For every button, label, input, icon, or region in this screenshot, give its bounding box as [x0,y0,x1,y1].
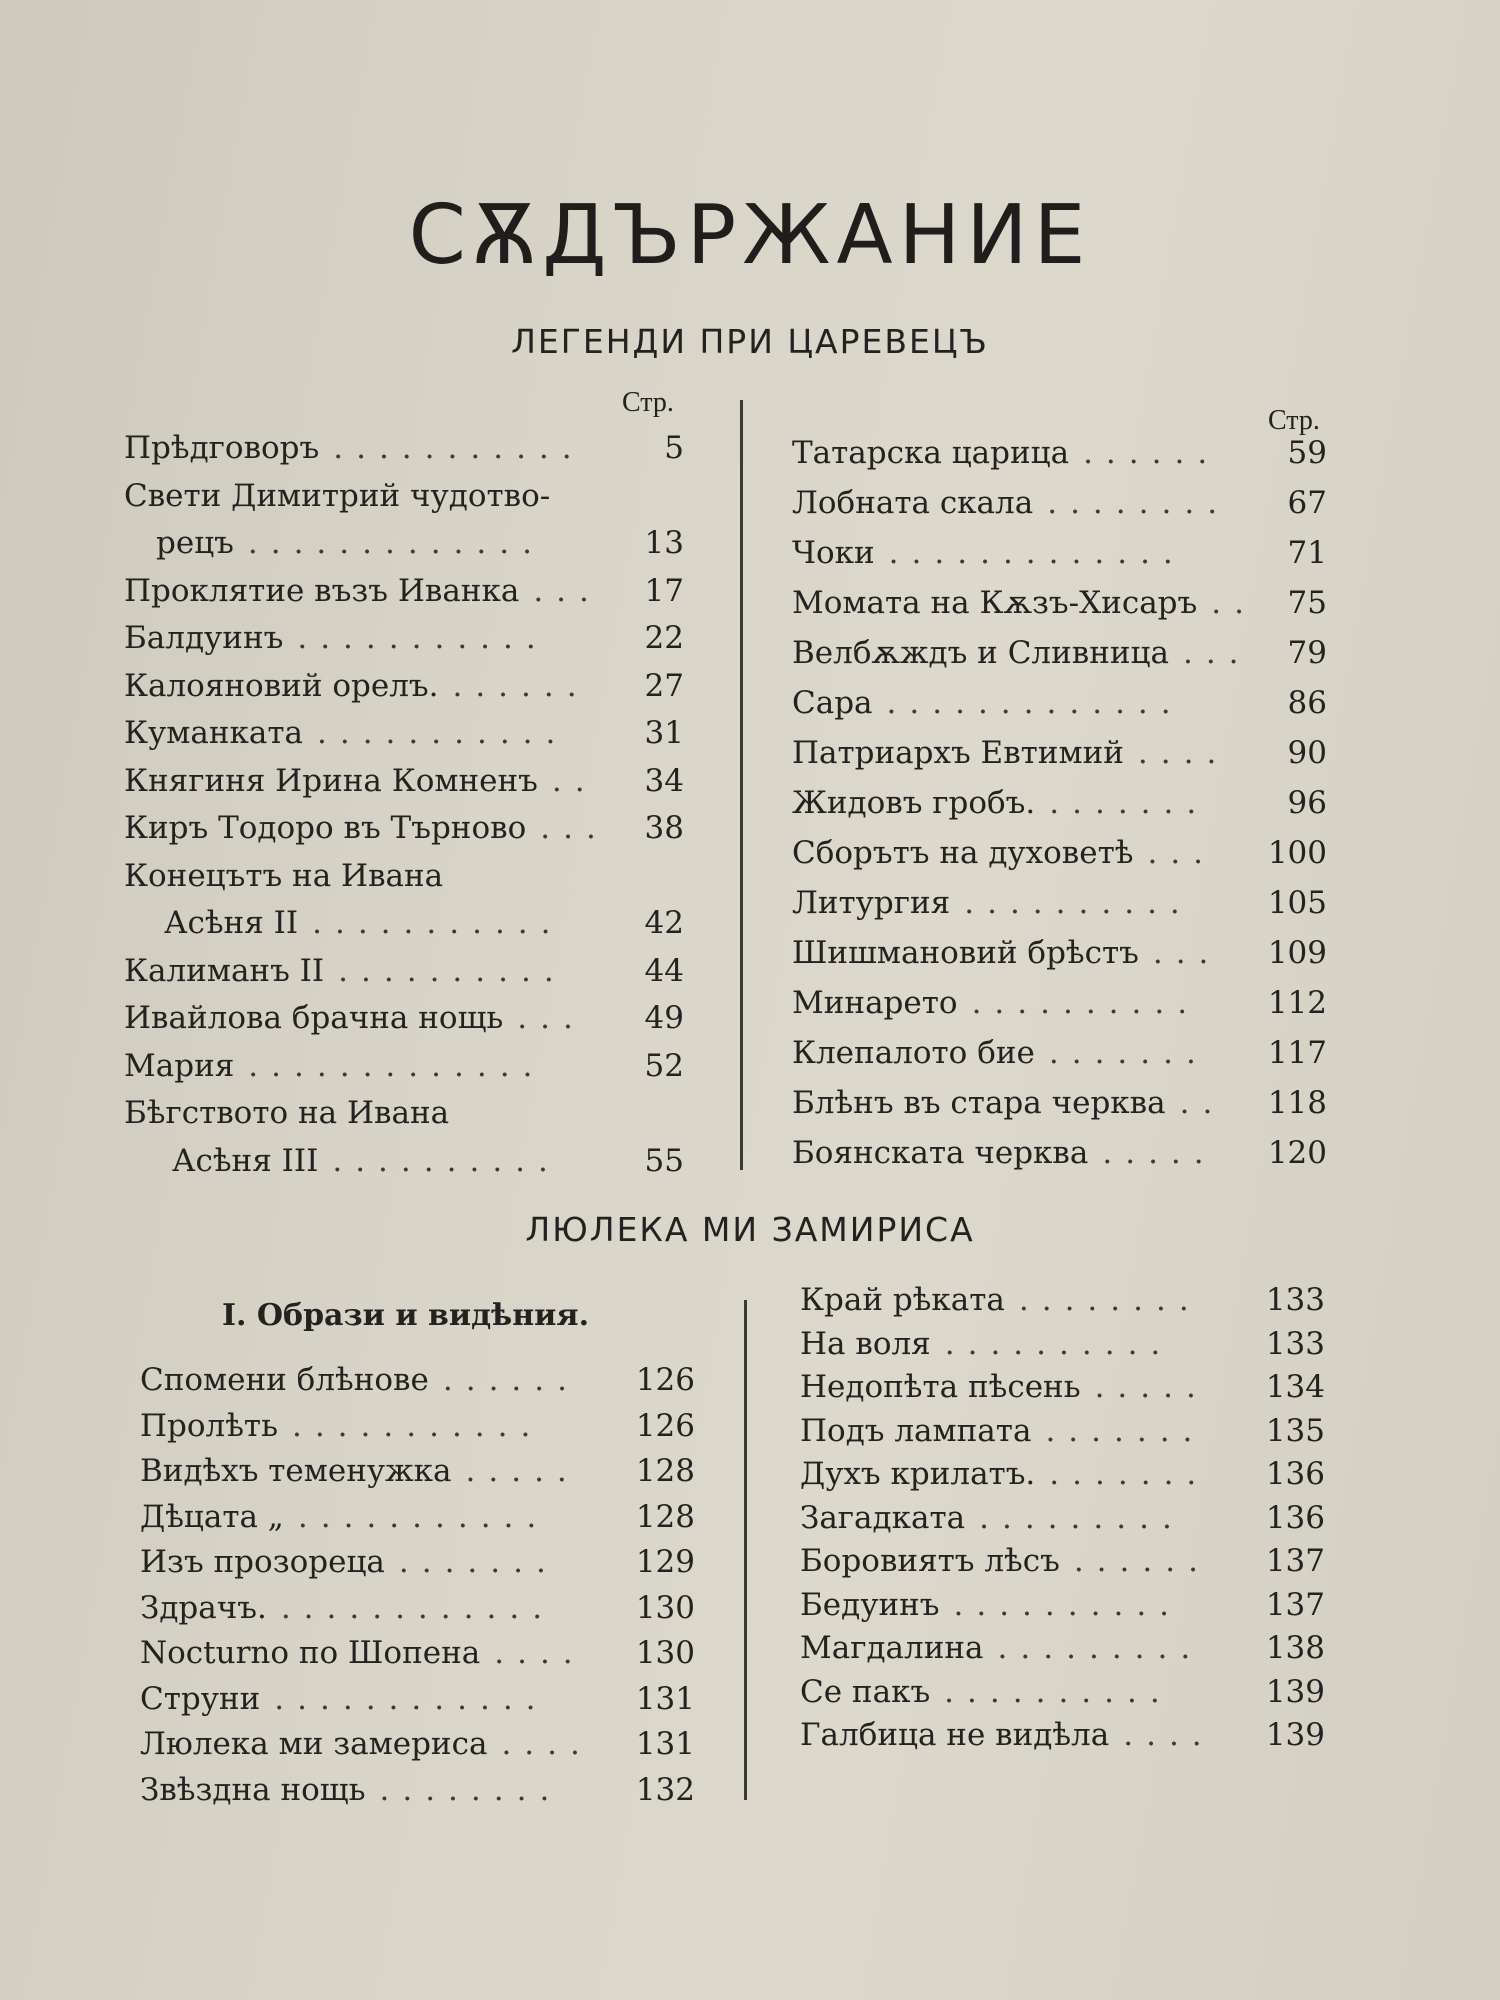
toc-entry-page: 126 [635,1407,695,1444]
toc-entry-page: 130 [635,1589,695,1626]
toc-entry-page: 17 [644,572,684,609]
toc-entry-title: Звѣздна нощь [140,1771,366,1808]
dot-leader: .......... [944,1673,1173,1710]
toc-entry [800,1413,1325,1453]
dot-leader: .... [494,1635,586,1671]
toc-entry [792,1085,1327,1125]
toc-entry-page: 55 [644,1142,684,1179]
toc-entry-page: 109 [1267,935,1327,971]
toc-entry-page: 71 [1287,535,1327,571]
toc-entry-page: 13 [644,525,684,561]
page-title: СѪДЪРЖАНИЕ [408,188,1092,283]
dot-leader: ...... [452,667,590,704]
dot-leader: ......... [979,1499,1185,1536]
toc-entry-page: 44 [644,952,684,989]
dot-leader: ... [1152,935,1222,971]
toc-entry [792,985,1327,1025]
dot-leader: ........ [379,1771,563,1808]
dot-leader: ..... [1094,1369,1209,1405]
toc-entry-title: Калояновий орелъ. [124,667,439,704]
toc-entry-title: Конецътъ на Ивана [124,857,444,894]
toc-entry-page: 49 [644,1000,684,1036]
subsection-heading: I. Образи и видѣния. [222,1298,590,1333]
toc-entry-page: 105 [1267,885,1327,921]
toc-entry [140,1544,695,1584]
toc-entry [124,430,684,470]
dot-leader: .......... [953,1586,1183,1623]
toc-entry [124,573,684,613]
dot-leader: .......... [338,952,567,989]
dot-leader: ....... [1048,1035,1209,1071]
toc-entry-page: 31 [644,715,684,751]
toc-entry-title: Изъ прозореца [140,1544,385,1580]
dot-leader: ........... [333,430,585,466]
toc-entry-title: Чоки [792,535,875,571]
toc-entry-title: Патриархъ Евтимий [792,735,1124,771]
toc-entry [792,685,1327,725]
toc-entry-page: 75 [1287,585,1327,621]
section-title-legends: ЛЕГЕНДИ ПРИ ЦАРЕВЕЦЪ [511,322,989,361]
toc-entry-page: 100 [1267,835,1327,871]
toc-entry-title: Куманката [124,715,303,751]
toc-entry [792,785,1327,825]
toc-entry-title: Боянската черква [792,1135,1089,1171]
toc-entry-page: 135 [1265,1412,1325,1449]
toc-entry [792,1035,1327,1075]
dot-leader: ......... [997,1630,1204,1666]
toc-entry-page: 5 [664,430,684,466]
toc-entry-title: Бѣгството на Ивана [124,1095,450,1131]
toc-entry-page: 137 [1265,1543,1325,1579]
dot-leader: ... [533,572,602,609]
toc-entry-title: Пролѣть [140,1407,278,1444]
toc-entry [792,735,1327,775]
toc-entry-title: Свети Димитрий чудотво- [124,477,551,514]
toc-entry-title: Край рѣката [800,1282,1005,1318]
toc-entry [140,1408,695,1448]
toc-entry-page: 134 [1265,1369,1325,1405]
toc-entry-title: На воля [800,1325,931,1362]
toc-entry [800,1456,1325,1496]
toc-entry [124,858,684,898]
toc-entry-title: Ивайлова брачна нощь [124,1000,504,1036]
toc-entry-page: 128 [635,1453,695,1489]
toc-entry-page: 86 [1287,685,1327,721]
toc-entry-title: Проклятие възъ Иванка [124,572,520,609]
toc-entry-page: 67 [1287,485,1327,521]
dot-leader: ..... [1102,1135,1217,1171]
dot-leader: ........ [1047,485,1231,521]
toc-entry-title: Недопѣта пѣсень [800,1369,1081,1405]
column-divider [744,1300,747,1800]
toc-entry [792,485,1327,525]
toc-entry-title: Сара [792,685,873,721]
toc-entry-title: Сборътъ на духоветѣ [792,835,1134,871]
toc-entry [124,1048,684,1088]
toc-entry-page: 38 [644,810,684,846]
dot-leader: ........... [297,620,549,656]
toc-entry-page: 139 [1265,1717,1325,1753]
toc-entry-page: 129 [635,1544,695,1580]
section-title-lilac: ЛЮЛЕКА МИ ЗАМИРИСА [525,1210,975,1249]
toc-entry-title: Прѣдговоръ [124,430,320,466]
toc-entry-title: Момата на Кѫзъ-Хисаръ [792,585,1198,621]
toc-entry-title: Струни [140,1680,261,1717]
toc-entry [792,585,1327,625]
toc-entry-title: Балдуинъ [124,620,284,656]
toc-entry [792,935,1327,975]
toc-entry-title: Шишмановий брѣстъ [792,935,1139,971]
dot-leader: .......... [971,985,1201,1021]
toc-entry [124,478,684,518]
toc-entry [792,535,1327,575]
dot-leader: ........... [312,905,564,941]
toc-entry [800,1282,1325,1322]
toc-entry-page: 137 [1265,1586,1325,1623]
dot-leader: ...... [442,1362,580,1398]
toc-entry [800,1587,1325,1627]
toc-entry-title: Литургия [792,885,951,921]
dot-leader: ....... [398,1544,559,1580]
dot-leader: ............. [247,525,545,561]
toc-entry-title: Княгиня Ирина Комненъ [124,762,538,799]
toc-entry-page: 130 [635,1635,695,1671]
page-column-label-left: Стр. [622,387,674,418]
dot-leader: ...... [1073,1543,1211,1579]
dot-leader: ...... [1083,435,1221,471]
column-divider [740,400,743,1170]
toc-entry-page: 133 [1265,1325,1325,1362]
dot-leader: ... [1147,835,1217,871]
dot-leader: ............ [274,1680,549,1717]
toc-entry-title: Здрачъ. [140,1589,267,1626]
toc-entry-page: 52 [644,1047,684,1084]
dot-leader: .... [1123,1717,1215,1753]
toc-entry [800,1630,1325,1670]
toc-entry-title: Асѣня II [164,905,299,941]
toc-entry [164,905,684,945]
toc-entry-title: Магдалина [800,1630,984,1666]
toc-entry-title: Духъ крилатъ. [800,1456,1036,1492]
toc-entry-page: 96 [1287,785,1327,821]
toc-entry [800,1369,1325,1409]
dot-leader: .......... [944,1325,1174,1362]
toc-entry-title: Nocturno по Шопена [140,1635,481,1671]
toc-entry-title: Асѣня III [172,1142,319,1179]
dot-leader: ........ [1018,1282,1202,1318]
toc-entry-page: 131 [635,1680,695,1717]
toc-entry [792,1135,1327,1175]
toc-entry-title: Подъ лампата [800,1412,1032,1449]
dot-leader: ... [1182,635,1252,671]
toc-entry-page: 131 [635,1726,695,1762]
dot-leader: .. [551,762,598,799]
toc-entry-title: Мария [124,1047,235,1084]
toc-entry-title: Спомени блѣнове [140,1362,429,1398]
toc-entry [124,810,684,850]
toc-entry [124,668,684,708]
toc-entry [124,1000,684,1040]
dot-leader: ..... [465,1453,580,1489]
dot-leader: ... [517,1000,586,1036]
toc-entry-title: Боровиятъ лѣсъ [800,1543,1060,1579]
toc-entry [124,763,684,803]
toc-entry [124,1095,684,1135]
toc-entry-page: 133 [1265,1282,1325,1318]
toc-entry-title: Калиманъ II [124,952,325,989]
toc-entry-page: 79 [1287,635,1327,671]
toc-entry [140,1726,695,1766]
toc-entry [792,885,1327,925]
toc-entry-page: 126 [635,1362,695,1398]
toc-entry-title: Блѣнъ въ стара черква [792,1085,1166,1121]
dot-leader: .......... [964,885,1193,921]
toc-entry-title: Лобната скала [792,485,1034,521]
toc-entry-page: 34 [644,762,684,799]
toc-entry [140,1499,695,1539]
dot-leader: ........... [316,715,569,751]
toc-entry-title: Бедуинъ [800,1586,940,1623]
toc-entry-page: 22 [644,620,684,656]
toc-entry [124,715,684,755]
toc-entry [800,1674,1325,1714]
dot-leader: ....... [1045,1412,1206,1449]
toc-entry [140,1362,695,1402]
toc-entry [140,1590,695,1630]
dot-leader: ............. [888,535,1186,571]
toc-entry-page: 138 [1265,1630,1325,1666]
toc-entry [800,1500,1325,1540]
toc-entry-page: 112 [1267,985,1327,1021]
toc-entry-title: Се пакъ [800,1673,931,1710]
toc-entry-page: 117 [1267,1035,1327,1071]
toc-entry-title: рецъ [156,525,234,561]
toc-entry [140,1453,695,1493]
toc-entry [800,1717,1325,1757]
toc-entry-title: Киръ Тодоро въ Търново [124,810,527,846]
toc-entry-title: Велбѫждъ и Сливница [792,635,1169,671]
toc-entry-page: 139 [1265,1673,1325,1710]
page-column-label-right: Стр. [1268,405,1320,436]
toc-entry [800,1543,1325,1583]
toc-entry-title: Минарето [792,985,958,1021]
toc-entry-page: 27 [644,667,684,704]
toc-entry [800,1326,1325,1366]
toc-entry-page: 90 [1287,735,1327,771]
toc-entry-page: 136 [1265,1456,1325,1492]
toc-entry [140,1772,695,1812]
toc-entry-title: Галбица не видѣла [800,1717,1110,1753]
toc-entry [124,953,684,993]
dot-leader: ....... [1049,785,1210,821]
toc-entry-page: 128 [635,1498,695,1535]
toc-entry-title: Загадката [800,1499,966,1536]
dot-leader: ............. [248,1047,546,1084]
toc-entry [140,1635,695,1675]
toc-entry [792,835,1327,875]
dot-leader: .......... [332,1142,561,1179]
toc-entry [156,525,684,565]
dot-leader: .. [1211,585,1257,621]
toc-entry-page: 42 [644,905,684,941]
dot-leader: .... [1137,735,1230,771]
toc-entry [792,435,1327,475]
dot-leader: ........... [297,1498,550,1535]
toc-entry-title: Дѣцата „ [140,1498,284,1535]
toc-entry [124,620,684,660]
toc-entry-page: 59 [1287,435,1327,471]
toc-entry-title: Видѣхъ теменужка [140,1453,452,1489]
toc-entry-title: Жидовъ гробъ. [792,785,1036,821]
toc-entry [140,1681,695,1721]
toc-entry-title: Клепалото бие [792,1035,1035,1071]
toc-entry-title: Татарска царица [792,435,1070,471]
dot-leader: ....... [1049,1456,1210,1492]
toc-entry-page: 118 [1267,1085,1327,1121]
toc-entry-page: 120 [1267,1135,1327,1171]
dot-leader: ............. [886,685,1184,721]
toc-entry-page: 136 [1265,1499,1325,1536]
dot-leader: ............ [280,1589,556,1626]
toc-entry-page: 132 [635,1771,695,1808]
dot-leader: .... [501,1726,593,1762]
toc-entry [792,635,1327,675]
toc-entry-title: Люлека ми замериса [140,1726,488,1762]
dot-leader: ... [540,810,609,846]
dot-leader: .. [1179,1085,1226,1121]
toc-entry [172,1143,684,1183]
dot-leader: ........... [291,1407,544,1444]
